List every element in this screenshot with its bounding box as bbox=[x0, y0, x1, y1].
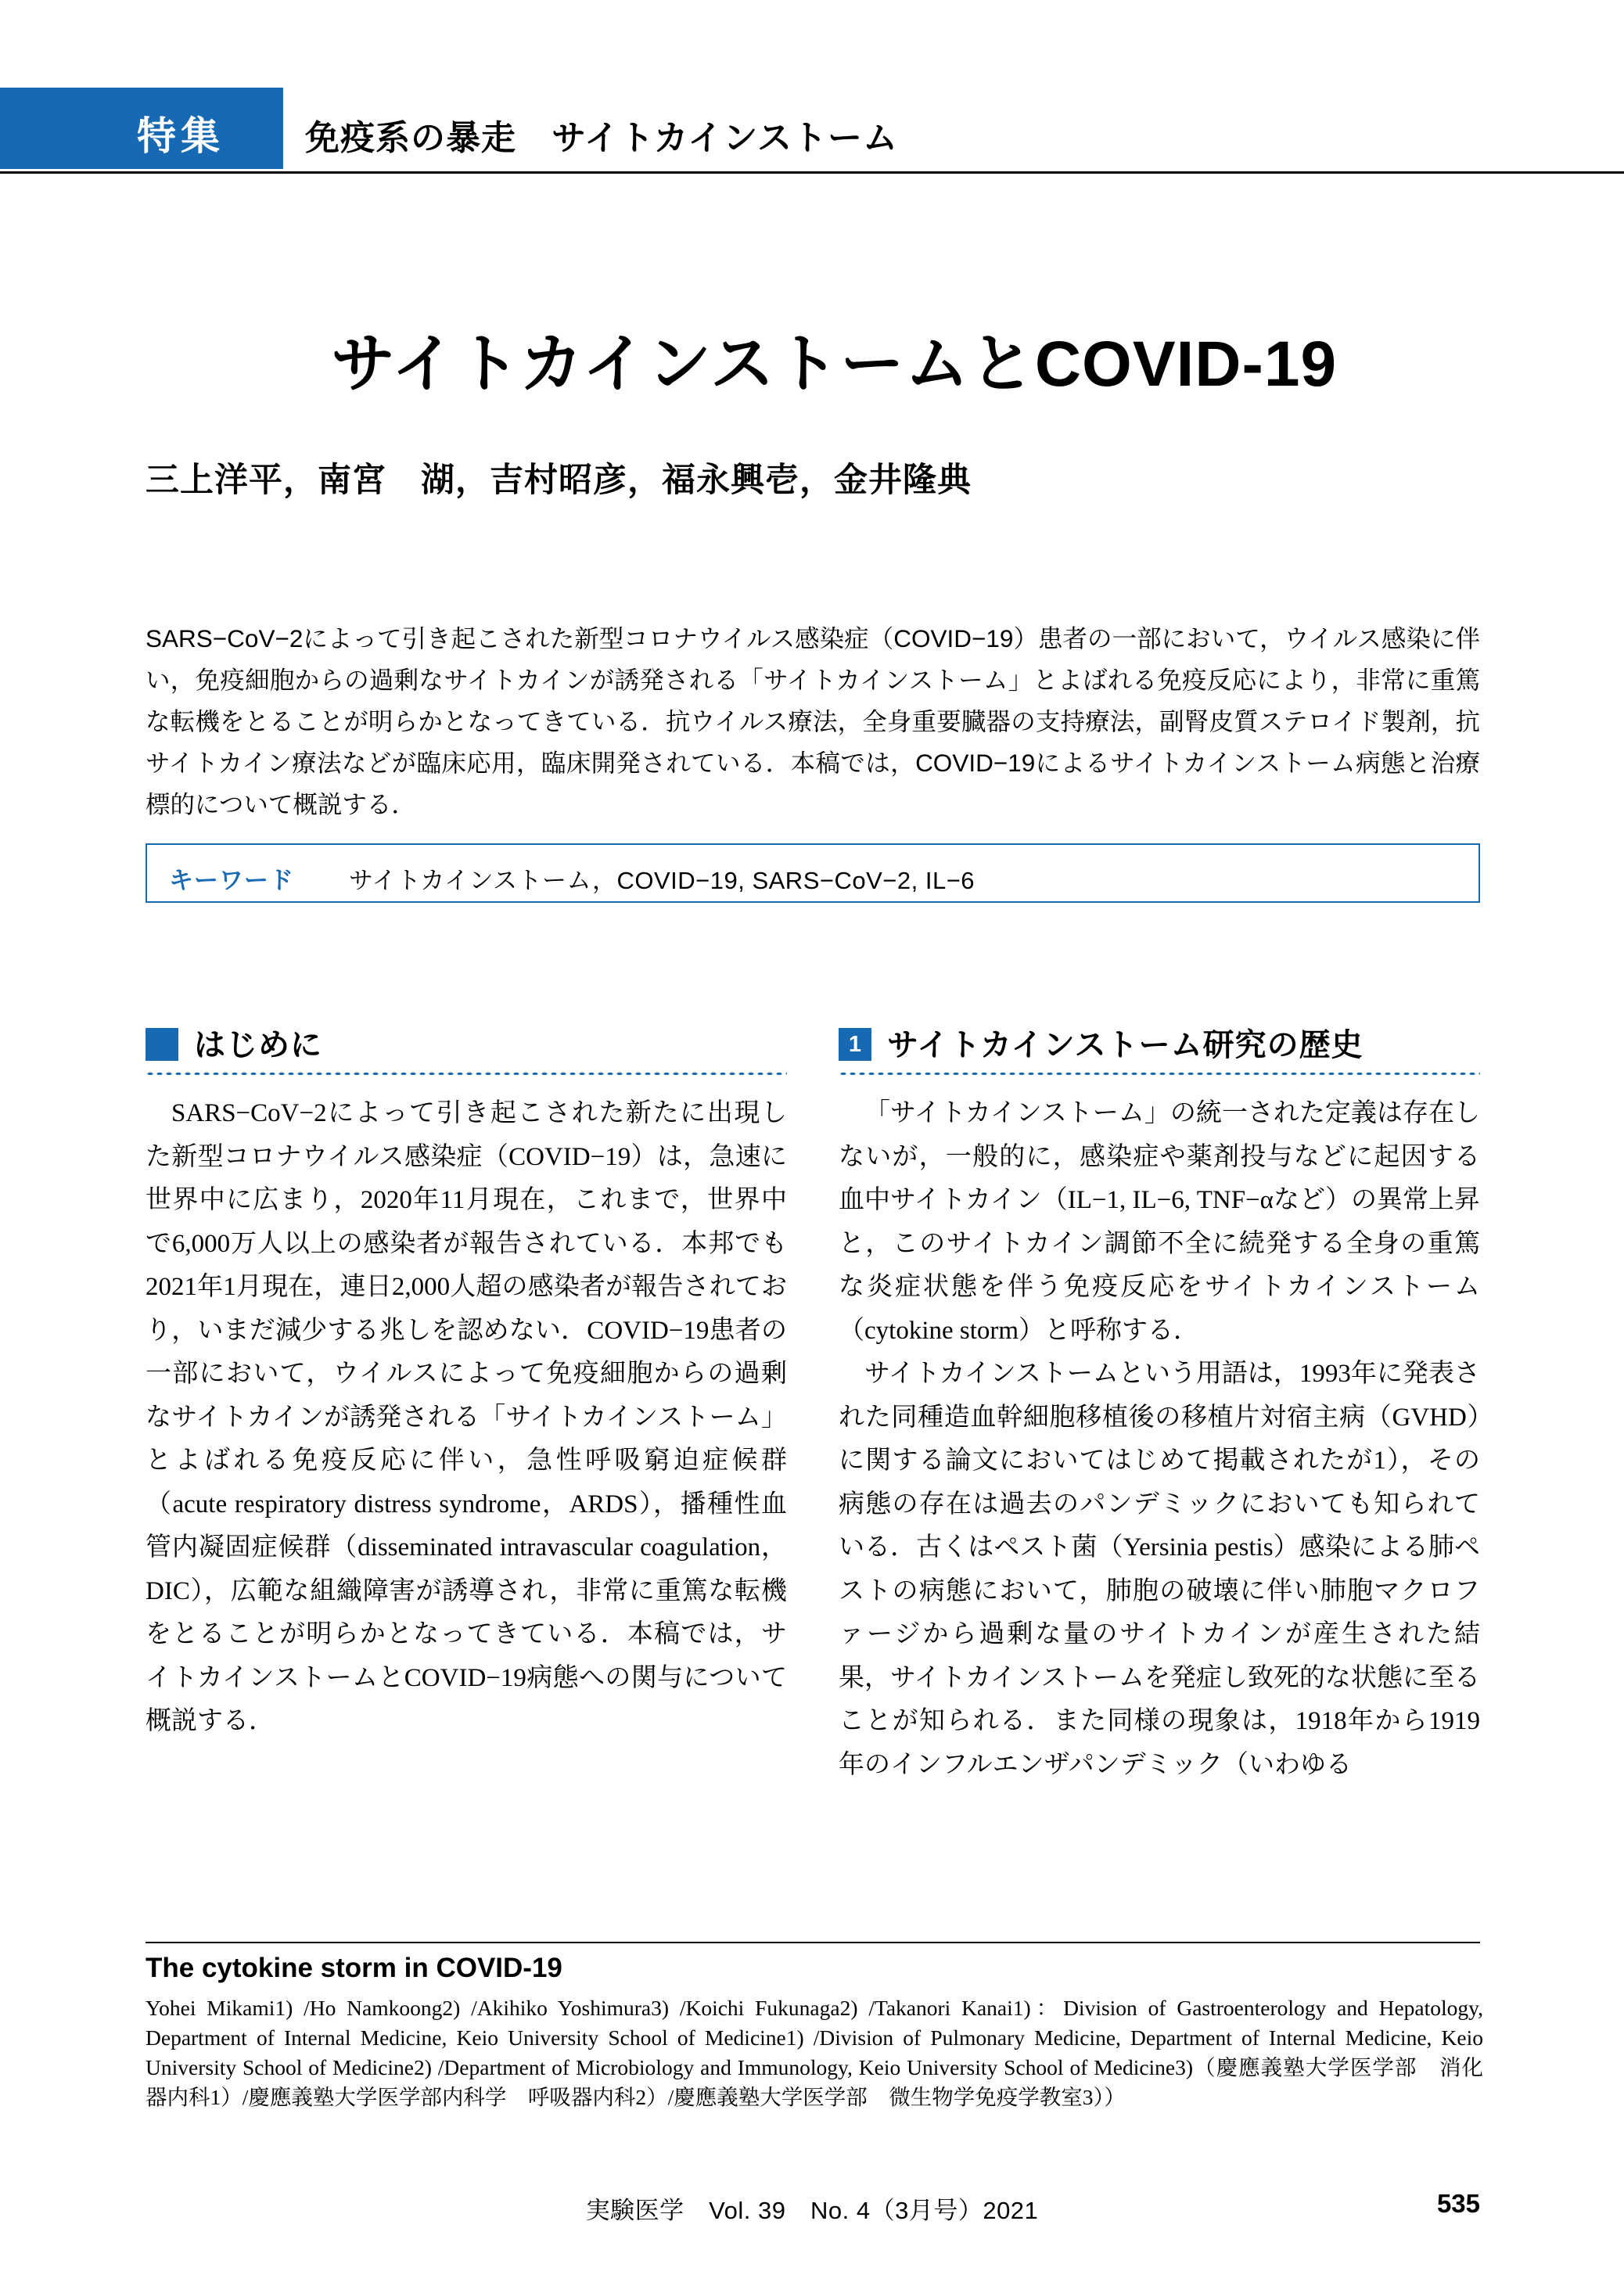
section-marker-icon bbox=[839, 1028, 871, 1061]
footnote-divider bbox=[146, 1942, 1480, 1943]
keywords-box bbox=[146, 843, 1480, 903]
section-dotted-rule bbox=[839, 1072, 1480, 1076]
section-body-intro bbox=[146, 1092, 787, 1744]
column-left bbox=[146, 1025, 787, 1744]
footnote-affiliation: Yohei Mikami1) /Ho Namkoong2) /Akihiko Yoshimura3) /Koichi Fukunaga2) /Takanori Kanai1)：Division of Gastroenterology and Hepatology, Department of Internal Medicine, Keio University School of Medicine1) /Division of Pulmonary Medicine, Department of Internal Medicine, Keio University School of Medicine2) /Department of Microbiology and Immunology, Keio University School of Medicine3)（慶應義塾大学医学部 消化器内科1）/慶應義塾大学医学部内科学 呼吸器内科2）/慶應義塾大学医学部 微生物学免疫学教室3）） bbox=[146, 1996, 1483, 2109]
section-title: はじめに bbox=[194, 1028, 322, 1062]
section-marker-number: 1 bbox=[848, 1032, 862, 1057]
column-right bbox=[839, 1025, 1480, 1787]
section-dotted-rule bbox=[146, 1072, 787, 1076]
section-body-history bbox=[839, 1092, 1480, 1787]
section-header-intro bbox=[146, 1025, 787, 1080]
abstract-text: SARS−CoV−2によって引き起こされた新型コロナウイルス感染症（COVID−19）患者の一部において，ウイルス感染に伴い，免疫細胞からの過剰なサイトカインが誘発される「サイトカインストーム」とよばれる免疫反応により，非常に重篤な転機をとることが明らかとなってきている．抗ウイルス療法，全身重要臓器の支持療法，副腎皮質ステロイド製剤，抗サイトカイン療法などが臨床応用，臨床開発されている．本稿では，COVID−19によるサイトカインストーム病態と治療標的について概説する． bbox=[146, 624, 1480, 818]
paragraph: SARS−CoV−2によって引き起こされた新たに出現した新型コロナウイルス感染症（COVID−19）は，急速に世界中に広まり，2020年11月現在，これまで，世界中で6,000万人以上の感染者が報告されている．本邦でも2021年1月現在，連日2,000人超の感染者が報告されており，いまだ減少する兆しを認めない．COVID−19患者の一部において，ウイルスによって免疫細胞からの過剰なサイトカインが誘発される「サイトカインストーム」とよばれる免疫反応に伴い，急性呼吸窮迫症候群（acute respiratory distress syndrome，ARDS），播種性血管内凝固症候群（disseminated intravascular coagulation，DIC），広範な組織障害が誘導され，非常に重篤な転機をとることが明らかとなってきている．本稿では，サイトカインストームとCOVID−19病態への関与について概説する． bbox=[146, 1099, 788, 1735]
page-title: サイトカインストームとCOVID-19 bbox=[330, 329, 1338, 400]
page-header bbox=[0, 88, 1624, 172]
section-marker-icon bbox=[146, 1028, 178, 1061]
section-title: サイトカインストーム研究の歴史 bbox=[887, 1028, 1364, 1062]
section-header-history bbox=[839, 1025, 1480, 1080]
keywords-label: キーワード bbox=[169, 867, 294, 894]
footer-journal-info: 実験医学 Vol. 39 No. 4（3月号）2021 bbox=[585, 2197, 1039, 2224]
keywords-value: サイトカインストーム，COVID−19, SARS−CoV−2, IL−6 bbox=[349, 867, 975, 894]
feature-tag-badge bbox=[0, 88, 283, 169]
page-number: 535 bbox=[1436, 2189, 1480, 2218]
series-title: 免疫系の暴走 サイトカインストーム bbox=[305, 119, 898, 157]
footnote-english-title: The cytokine storm in COVID-19 bbox=[146, 1953, 562, 1983]
author-list: 三上洋平，南宮 湖，吉村昭彦，福永興壱，金井隆典 bbox=[146, 462, 972, 499]
header-divider bbox=[0, 171, 1624, 174]
paragraph: 「サイトカインストーム」の統一された定義は存在しないが，一般的に，感染症や薬剤投与などに起因する血中サイトカイン（IL−1, IL−6, TNF−αなど）の異常上昇と，このサイトカイン調節不全に続発する全身の重篤な炎症状態を伴う免疫反応をサイトカインストーム（cytokine storm）と呼称する． bbox=[839, 1099, 1480, 1345]
feature-tag-label: 特集 bbox=[137, 114, 225, 158]
paragraph: サイトカインストームという用語は，1993年に発表された同種造血幹細胞移植後の移植片対宿主病（GVHD）に関する論文においてはじめて掲載されたが1），その病態の存在は過去のパンデミックにおいても知られている．古くはペスト菌（Yersinia pestis）感染による肺ペストの病態において，肺胞の破壊に伴い肺胞マクロファージから過剰な量のサイトカインが産生された結果，サイトカインストームを発症し致死的な状態に至ることが知られる．また同様の現象は，1918年から1919年のインフルエンザパンデミック（いわゆる bbox=[839, 1360, 1480, 1779]
